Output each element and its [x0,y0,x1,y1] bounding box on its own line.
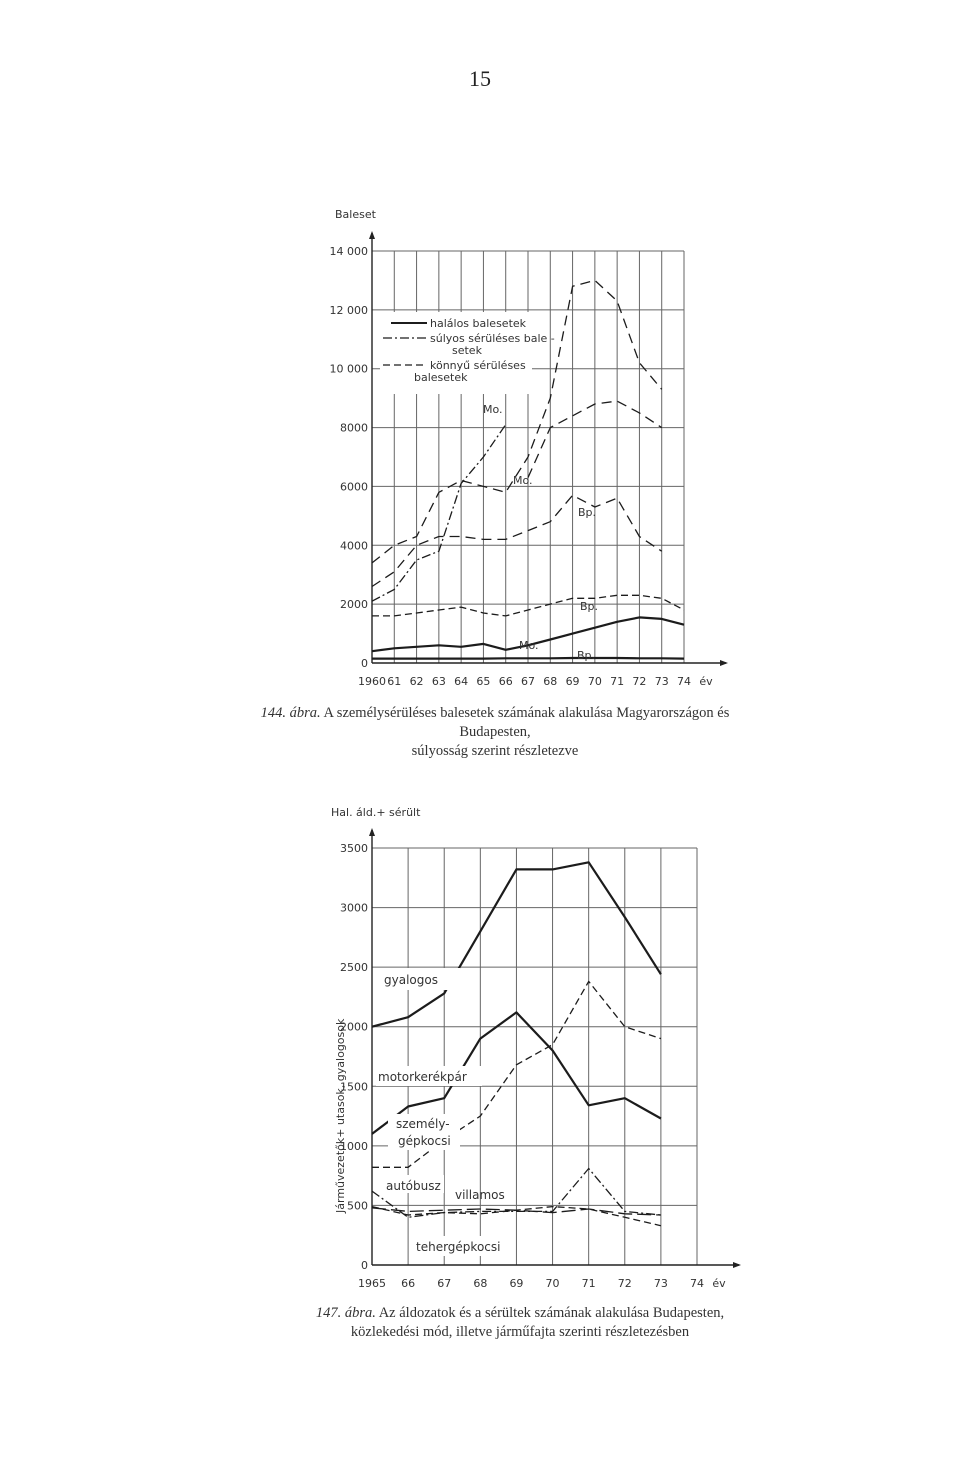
series-annotation: gyalogos [384,973,438,987]
y-axis-title: Baleset [335,208,376,221]
y-tick-label: 2000 [340,1020,368,1034]
legend-text: súlyos sérüléses bale - [430,332,555,345]
y-tick-label: 3000 [340,901,368,915]
x-tick-label: 69 [565,675,580,688]
page-number: 15 [469,66,491,91]
y-tick-label: 1500 [340,1080,368,1094]
x-tick-label: 61 [387,675,402,688]
x-tick-label: 65 [476,675,491,688]
figure-144-caption-line1: A személysérüléses balesetek számának alakulása Magyarországon és Budapesten, [323,705,730,740]
x-tick-label: 63 [431,675,446,688]
x-tick-label: 1960 [358,675,386,688]
x-tick-label: 62 [409,675,424,688]
x-tick-label: 1965 [358,1277,386,1290]
x-tick-label: 73 [653,1277,668,1290]
y-tick-label: 6000 [340,480,368,494]
y-tick-label: 2500 [340,961,368,975]
figure-147-caption-line2: közlekedési mód, illetve járműfajta szerinti részletezésben [350,1324,690,1340]
grid [372,848,697,1265]
y-tick-label: 10 000 [329,362,368,376]
x-tick-label: 70 [587,675,602,688]
series-annotation: villamos [455,1188,505,1202]
x-tick-label: 67 [521,675,535,688]
figure-147-number: 147. ábra. [315,1305,376,1321]
legend-text: balesetek [414,371,468,384]
series-annotation: motorkerékpár [378,1070,467,1084]
x-tick-label: 72 [617,1277,632,1290]
legend-text: könnyű sérüléses [430,359,526,372]
y-axis-arrow [369,828,375,836]
x-tick-label: 68 [473,1277,488,1290]
x-tick-label: 71 [581,1277,596,1290]
x-tick-label: 73 [654,675,669,688]
y-tick-label: 2000 [340,598,368,612]
legend-text: halálos balesetek [430,317,527,330]
series-annotation: Mo. [513,474,533,487]
x-tick-label: 64 [454,675,469,688]
series-annotation: Bp. [580,600,599,613]
x-tick-label: 74 [677,675,691,688]
x-tick-label: 70 [545,1277,560,1290]
y-tick-label: 12 000 [329,303,368,317]
y-tick-label: 14 000 [329,245,368,258]
y-tick-label: 0 [361,657,368,670]
series-annotation: gépkocsi [398,1134,451,1148]
series-annotation: Mo. [483,403,503,416]
figure-147-caption-line1: Az áldozatok és a sérültek számának alakulása Budapesten, [378,1305,725,1321]
series-annotation: Bp. [577,649,596,662]
x-tick-label: 72 [632,675,647,688]
x-tick-label: 66 [401,1277,416,1290]
y-tick-label: 0 [361,1259,368,1272]
figure-144-caption-line2: súlyosság szerint részletezve [411,743,579,759]
x-tick-label: 74 [690,1277,704,1290]
y-tick-label: 8000 [340,421,368,435]
y-tick-label: 500 [347,1199,368,1213]
series-annotation: Bp. [578,506,597,519]
x-tick-label: 66 [498,675,513,688]
figure-144-number: 144. ábra. [260,705,321,721]
series-annotation: Mo. [519,639,539,652]
x-axis-label: év [699,675,713,688]
figure-147-caption [300,1304,740,1342]
x-axis-arrow [733,1262,741,1268]
y-axis-title: Hal. áld.+ sérült [331,806,421,819]
series-annotation: autóbusz [386,1179,441,1193]
y-tick-label: 3500 [340,842,368,855]
x-tick-label: 69 [509,1277,524,1290]
legend-text: setek [452,344,482,357]
series-annotation: személy- [396,1117,450,1131]
y-tick-label: 4000 [340,539,368,553]
x-tick-label: 71 [610,675,625,688]
x-tick-label: 68 [543,675,558,688]
series-annotation: tehergépkocsi [416,1240,501,1254]
y-axis-side-title: Járművezetők+ utasok, gyalogosok [334,1018,347,1213]
x-axis-label: év [712,1277,726,1290]
x-tick-label: 67 [437,1277,452,1290]
y-tick-label: 1000 [340,1139,368,1153]
